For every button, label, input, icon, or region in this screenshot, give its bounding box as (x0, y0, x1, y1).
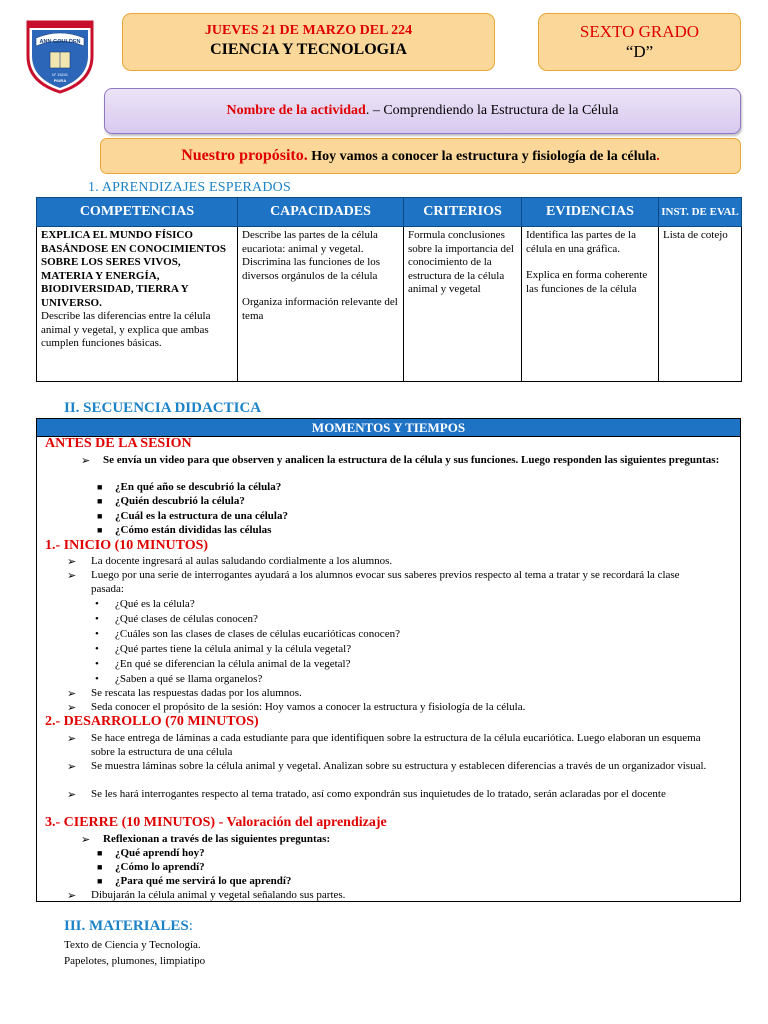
inicio-question: ¿Cuáles son las clases de clases de células eucarióticas conocen? (115, 628, 400, 640)
section-expected-learning-title: 1. APRENDIZAJES ESPERADOS (88, 180, 291, 195)
arrow-icon: ➢ (67, 789, 77, 801)
inicio-question: ¿En qué se diferencian la célula animal de la vegetal? (115, 658, 351, 670)
session-date: JUEVES 21 DE MARZO DEL 224 (204, 23, 413, 38)
header-capacidades: CAPACIDADES (238, 198, 404, 227)
activity-label: Nombre de la actividad (226, 103, 366, 118)
activity-box (104, 88, 741, 134)
date-subject-box (122, 13, 495, 71)
antes-title: ANTES DE LA SESION (45, 436, 192, 451)
dot-bullet-icon: • (95, 658, 99, 670)
grade-label: SEXTO GRADO (579, 22, 700, 41)
antes-intro: Se envía un video para que observen y analicen la estructura de la célula y sus funciones. Luego responden las siguientes preguntas: (103, 454, 720, 466)
arrow-icon: ➢ (67, 556, 77, 568)
purpose-label: Nuestro propósito. (181, 147, 308, 164)
antes-question: ¿Cómo están divididas las células (115, 524, 272, 536)
square-bullet-icon: ■ (97, 482, 103, 492)
desarrollo-title: 2.- DESARROLLO (70 MINUTOS) (45, 714, 259, 729)
logo-text-top: ANN GOULDEN (39, 39, 81, 45)
evidencia-item: Explica en forma coherente las funciones de la célula (526, 269, 648, 295)
dot-bullet-icon: • (95, 643, 99, 655)
cierre-intro: Reflexionan a través de las siguientes preguntas: (103, 833, 331, 845)
arrow-icon: ➢ (67, 761, 77, 773)
materials-title-colon: : (188, 918, 193, 934)
inicio-question: ¿Qué es la célula? (115, 598, 195, 610)
activity-name: . – Comprendiendo la Estructura de la Célula (365, 103, 619, 118)
arrow-icon: ➢ (67, 733, 77, 745)
square-bullet-icon: ■ (97, 511, 103, 521)
inst-eval-text: Lista de cotejo (663, 229, 728, 241)
cierre-question: ¿Qué aprendí hoy? (115, 847, 205, 859)
square-bullet-icon: ■ (97, 876, 103, 886)
inicio-step: Se rescata las respuestas dadas por los alumnos. (91, 687, 302, 699)
arrow-icon: ➢ (67, 570, 77, 582)
dot-bullet-icon: • (95, 628, 99, 640)
cell-competencias (37, 227, 238, 382)
criterio-text: Formula conclusiones sobre la importancia del conocimiento de la estructura de la célula animal y vegetal (408, 229, 514, 295)
desarrollo-step: Se muestra láminas sobre la célula animal y vegetal. Analizan sobre su estructura y establecen diferencias a través de un organizador visual. (91, 760, 707, 772)
inicio-question: ¿Qué clases de células conocen? (115, 613, 258, 625)
antes-question: ¿En qué año se descubrió la célula? (115, 481, 282, 493)
capacidad-item: Describe las partes de la célula eucariota: animal y vegetal. (242, 229, 378, 255)
purpose-text: Hoy vamos a conocer la estructura y fisiología de la célula (307, 149, 657, 164)
materials-list (64, 937, 205, 969)
purpose-box: Nuestro propósito. Hoy vamos a conocer la estructura y fisiología de la célula. (100, 138, 741, 174)
inicio-step: Seda conocer el propósito de la sesión: Hoy vamos a conocer la estructura y fisiología de la célula. (91, 701, 526, 713)
header-inst-eval: INST. DE EVAL (659, 198, 742, 227)
capacidad-item: Organiza información relevante del tema (242, 296, 398, 322)
dot-bullet-icon: • (95, 598, 99, 610)
materials-title-text: III. MATERIALES (64, 918, 189, 934)
cierre-question: ¿Cómo lo aprendí? (115, 861, 205, 873)
material-item: Texto de Ciencia y Tecnología. (64, 939, 201, 951)
inicio-step: La docente ingresará al aulas saludando cordialmente a los alumnos. (91, 555, 393, 567)
arrow-icon: ➢ (81, 834, 91, 846)
arrow-icon: ➢ (67, 890, 77, 902)
header-competencias: COMPETENCIAS (37, 198, 238, 227)
desarrollo-step: Se hace entrega de láminas a cada estudiante para que identifiquen sobre la estructura de la célula eucariótica. Luego elaboran un esquema sobre la estructura de una célula (91, 732, 701, 758)
material-item: Papelotes, plumones, limpiatipo (64, 955, 206, 967)
sequence-table (36, 418, 741, 902)
logo-text-bottom: PIURA (53, 78, 67, 83)
header-evidencias: EVIDENCIAS (522, 198, 659, 227)
square-bullet-icon: ■ (97, 862, 103, 872)
inicio-question: ¿Qué partes tiene la célula animal y la célula vegetal? (115, 643, 352, 655)
inicio-title: 1.- INICIO (10 MINUTOS) (45, 538, 209, 553)
table-header-row (37, 198, 742, 227)
sequence-table-header: MOMENTOS Y TIEMPOS (37, 419, 740, 437)
section-materials-title (64, 918, 193, 935)
antes-question: ¿Quién descubrió la célula? (115, 495, 245, 507)
competencia-title: EXPLICA EL MUNDO FÍSICO BASÁNDOSE EN CONOCIMIENTOS SOBRE LOS SERES VIVOS, MATERIA Y ENERGÍA, BIODIVERSIDAD, TIERRA Y UNIVERSO. (41, 229, 227, 309)
dot-bullet-icon: • (95, 613, 99, 625)
capacidad-item: Discrimina las funciones de los diversos orgánulos de la célula (242, 256, 381, 282)
table-row (37, 227, 742, 382)
cell-inst-eval (659, 227, 742, 382)
square-bullet-icon: ■ (97, 525, 103, 535)
desarrollo-step: Se les hará interrogantes respecto al tema tratado, así como expondrán sus inquietudes de lo tratado, serán aclaradas por el docente (91, 788, 666, 800)
arrow-icon: ➢ (67, 702, 77, 714)
dot-bullet-icon: • (95, 673, 99, 685)
arrow-icon: ➢ (67, 688, 77, 700)
section-label: “D” (625, 42, 654, 61)
competencia-desc: Describe las diferencias entre la célula animal y vegetal, y explica que ambas cumplen funciones básicas. (41, 310, 211, 349)
square-bullet-icon: ■ (97, 848, 103, 858)
square-bullet-icon: ■ (97, 496, 103, 506)
inicio-question: ¿Saben a qué se llama organelos? (115, 673, 263, 685)
inicio-step: Luego por una serie de interrogantes ayudará a los alumnos evocar sus saberes previos respecto al tema a tratar y se recordará la clase pasada: (91, 569, 680, 595)
competencies-table (36, 197, 742, 382)
cell-evidencias (522, 227, 659, 382)
header-criterios: CRITERIOS (404, 198, 522, 227)
evidencia-item: Identifica las partes de la célula en una gráfica. (526, 229, 636, 255)
school-logo (22, 16, 98, 94)
cell-criterios (404, 227, 522, 382)
subject-name: CIENCIA Y TECNOLOGIA (210, 41, 407, 58)
grade-box (538, 13, 741, 71)
cierre-title: 3.- CIERRE (10 MINUTOS) - Valoración del aprendizaje (45, 815, 387, 830)
cierre-final: Dibujarán la célula animal y vegetal señalando sus partes. (91, 889, 346, 901)
section-sequence-title: II. SECUENCIA DIDACTICA (64, 400, 262, 416)
logo-code: N° 15241 (52, 73, 68, 77)
arrow-icon: ➢ (81, 455, 91, 467)
antes-question: ¿Cuál es la estructura de una célula? (115, 510, 288, 522)
cierre-question: ¿Para qué me servirá lo que aprendí? (115, 875, 292, 887)
cell-capacidades (238, 227, 404, 382)
